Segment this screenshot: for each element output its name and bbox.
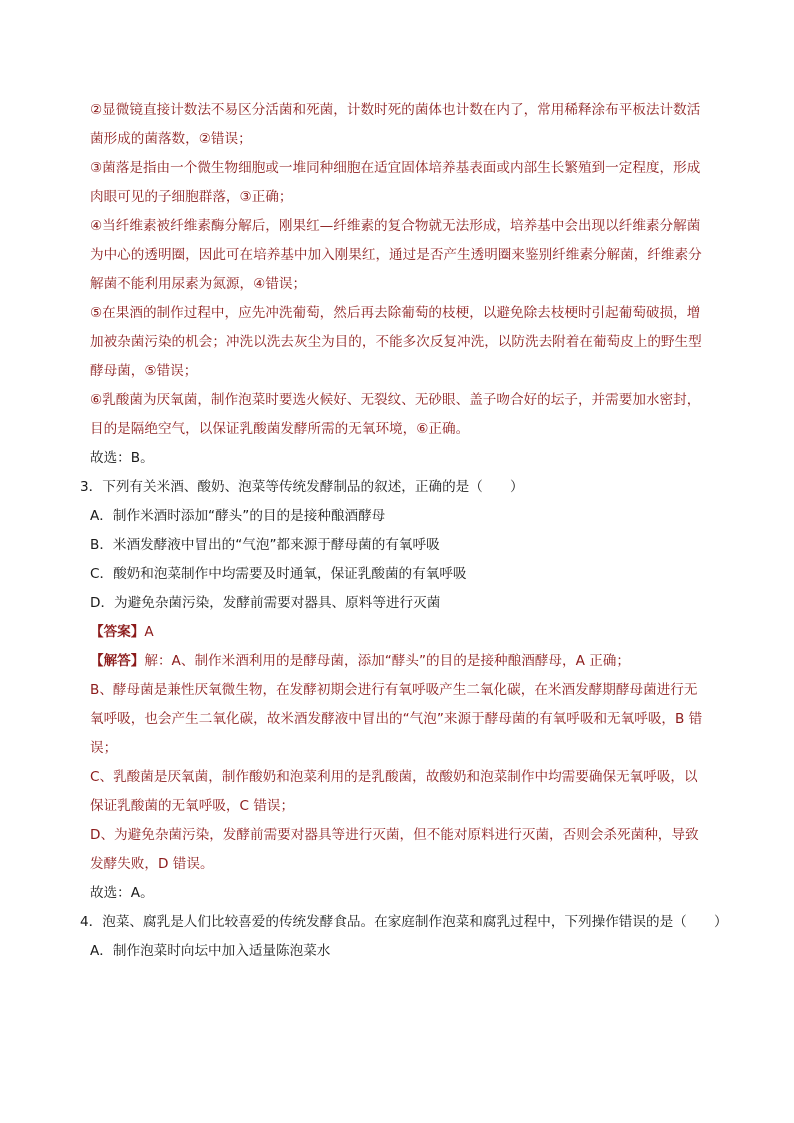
document-page bbox=[80, 96, 728, 966]
q3-analysis-d-line-1: D、为避免杂菌污染，发酵前需要对器具等进行灭菌，但不能对原料进行灭菌，否则会杀死菌种，导致 bbox=[90, 827, 699, 843]
explanation-item-4-line-3: 解菌不能利用尿素为氮源，④错误； bbox=[90, 276, 307, 292]
q3-stem: 3．下列有关米酒、酸奶、泡菜等传统发酵制品的叙述，正确的是（ ） bbox=[80, 479, 524, 495]
explanation-item-4-line-2: 为中心的透明圈，因此可在培养基中加入刚果红，通过是否产生透明圈来鉴别纤维素分解菌，纤维素分 bbox=[90, 247, 702, 263]
q3-choice: 故选：A。 bbox=[90, 885, 154, 901]
q3-analysis-b-line-1: B、酵母菌是兼性厌氧微生物，在发酵初期会进行有氧呼吸产生二氧化碳，在米酒发酵期酵母菌进行无 bbox=[90, 682, 698, 698]
explanation-item-5-line-1: ⑤在果酒的制作过程中，应先冲洗葡萄，然后再去除葡萄的枝梗，以避免除去枝梗时引起葡萄破损，增 bbox=[90, 305, 701, 321]
answer-tag: 【答案】 bbox=[90, 624, 145, 640]
explanation-item-4-line-1: ④当纤维素被纤维素酶分解后，刚果红—纤维素的复合物就无法形成，培养基中会出现以纤维素分解菌 bbox=[90, 218, 701, 234]
q3-option-b: B．米酒发酵液中冒出的“气泡”都来源于酵母菌的有氧呼吸 bbox=[90, 537, 440, 553]
q3-analysis-c-line-1: C、乳酸菌是厌氧菌，制作酸奶和泡菜利用的是乳酸菌，故酸奶和泡菜制作中均需要确保无氧呼吸，以 bbox=[90, 769, 698, 785]
explanation-item-6-line-1: ⑥乳酸菌为厌氧菌，制作泡菜时要选火候好、无裂纹、无砂眼、盖子吻合好的坛子，并需要加水密封， bbox=[90, 392, 701, 408]
q3-analysis-b-line-3: 误； bbox=[90, 740, 118, 756]
q3-option-d: D．为避免杂菌污染，发酵前需要对器具、原料等进行灭菌 bbox=[90, 595, 441, 611]
q3-option-c: C．酸奶和泡菜制作中均需要及时通氧，保证乳酸菌的有氧呼吸 bbox=[90, 566, 467, 582]
q3-analysis-c-line-2: 保证乳酸菌的无氧呼吸，C 错误； bbox=[90, 798, 295, 814]
q2-choice: 故选：B。 bbox=[90, 450, 154, 466]
explanation-item-6-line-2: 目的是隔绝空气，以保证乳酸菌发酵所需的无氧环境，⑥正确。 bbox=[90, 421, 470, 437]
analysis-a-text: 解：A、制作米酒利用的是酵母菌，添加“酵头”的目的是接种酿酒酵母，A 正确； bbox=[144, 653, 630, 669]
q3-analysis-a bbox=[90, 647, 724, 676]
q3-answer bbox=[90, 618, 724, 647]
q3-analysis-d-line-2: 发酵失败，D 错误。 bbox=[90, 856, 214, 872]
explanation-item-2-line-2: 菌形成的菌落数，②错误； bbox=[90, 131, 252, 147]
explanation-item-2-line-1: ②显微镜直接计数法不易区分活菌和死菌，计数时死的菌体也计数在内了，常用稀释涂布平板法计数活 bbox=[90, 102, 701, 118]
q3-analysis-b-line-2: 氧呼吸，也会产生二氧化碳，故米酒发酵液中冒出的“气泡”来源于酵母菌的有氧呼吸和无氧呼吸，B 错 bbox=[90, 711, 703, 727]
q3-option-a: A．制作米酒时添加“酵头”的目的是接种酿酒酵母 bbox=[90, 508, 386, 524]
analysis-tag: 【解答】 bbox=[90, 653, 145, 669]
explanation-item-5-line-2: 加被杂菌污染的机会；冲洗以洗去灰尘为目的，不能多次反复冲洗，以防洗去附着在葡萄皮上的野生型 bbox=[90, 334, 702, 350]
explanation-item-3-line-2: 肉眼可见的子细胞群落，③正确； bbox=[90, 189, 293, 205]
q4-stem: 4．泡菜、腐乳是人们比较喜爱的传统发酵食品。在家庭制作泡菜和腐乳过程中，下列操作错误的是（ ） bbox=[80, 914, 728, 930]
answer-value: A bbox=[144, 624, 154, 640]
q4-option-a: A．制作泡菜时向坛中加入适量陈泡菜水 bbox=[90, 943, 331, 959]
explanation-item-5-line-3: 酵母菌，⑤错误； bbox=[90, 363, 198, 379]
explanation-item-3-line-1: ③菌落是指由一个微生物细胞或一堆同种细胞在适宜固体培养基表面或内部生长繁殖到一定程度，形成 bbox=[90, 160, 701, 176]
